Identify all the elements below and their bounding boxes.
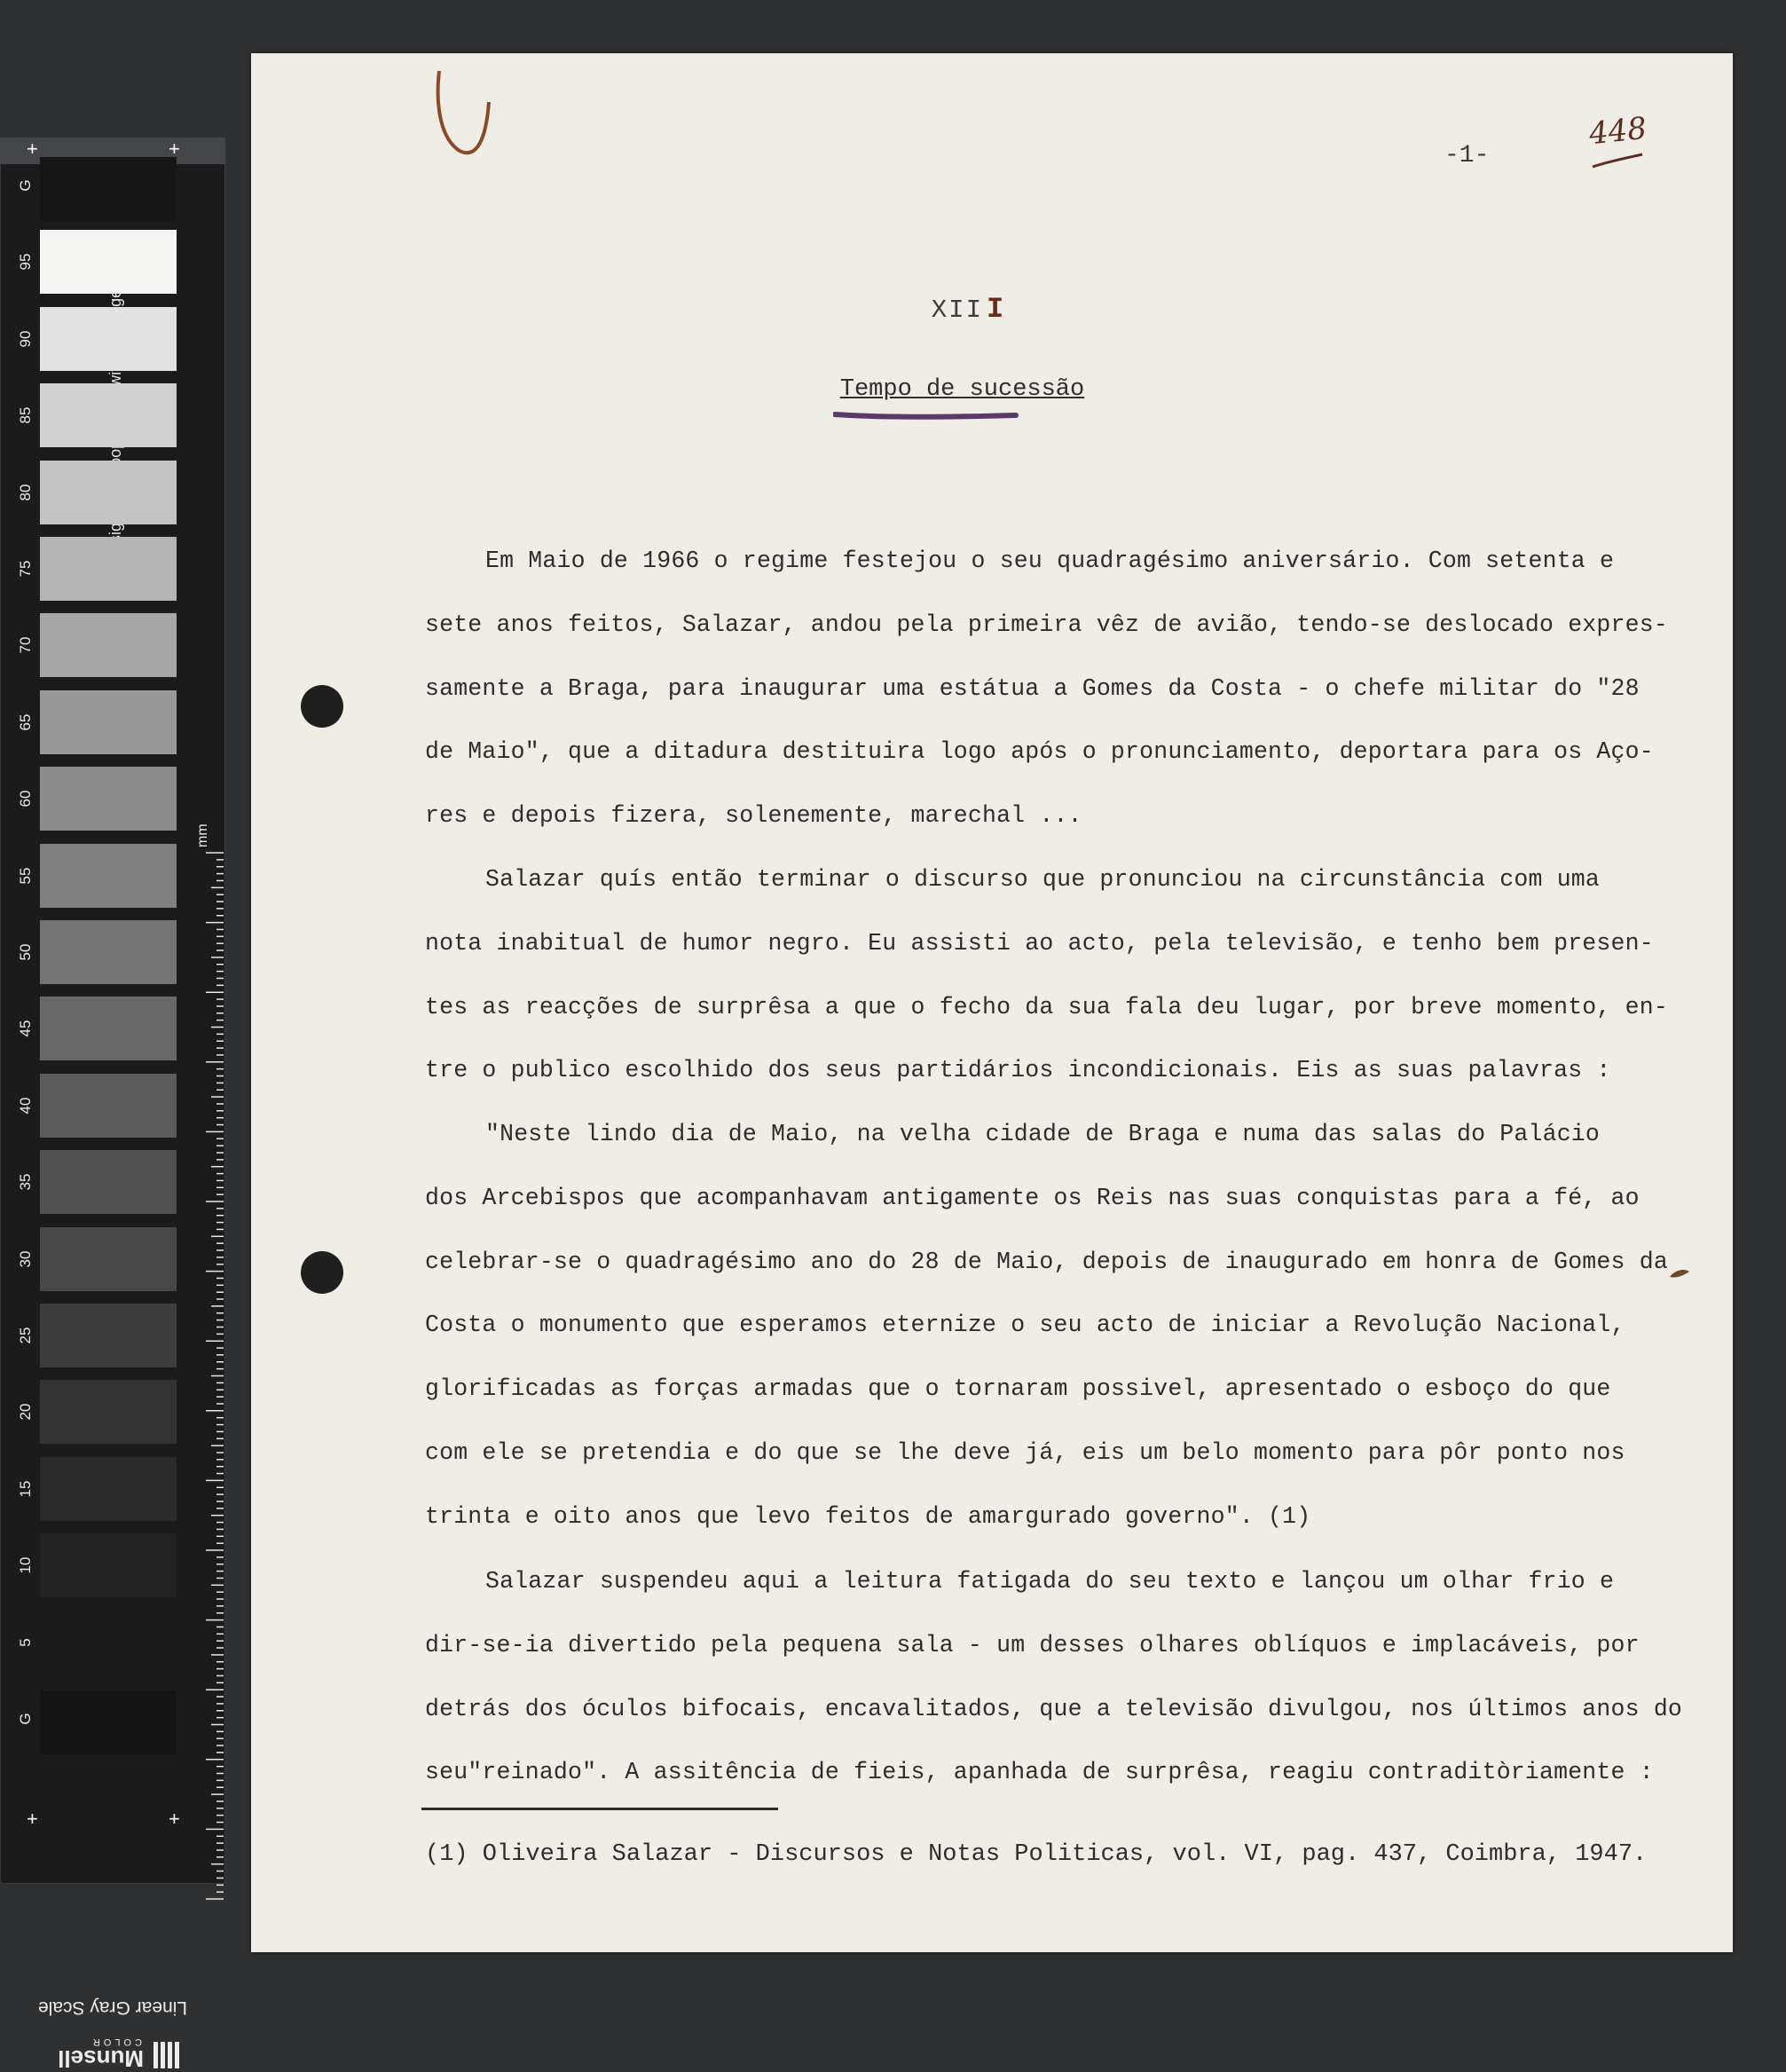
gray-patch-label: 50 [17, 943, 34, 961]
text-line: dir-se-ia divertido pela pequena sala - um desses olhares oblíquos e implacáveis, por [425, 1631, 1640, 1658]
gray-patch [40, 920, 177, 984]
paragraph [425, 530, 1685, 848]
gray-patch [40, 1074, 177, 1138]
page-number: -1- [1444, 142, 1490, 169]
text-line: trinta e oito anos que levo feitos de amargurado governo". (1) [425, 1502, 1311, 1530]
mm-ruler [204, 847, 224, 1903]
gray-patch [40, 383, 177, 447]
gray-patch [40, 1457, 177, 1521]
text-line: Salazar suspendeu aqui a leitura fatigada do seu texto e lançou um olhar frio e [485, 1568, 1615, 1595]
gray-patch-label: 10 [17, 1556, 34, 1574]
gray-patch-label: 55 [17, 867, 34, 885]
gray-patch-label: 5 [17, 1637, 34, 1647]
text-line: Em Maio de 1966 o regime festejou o seu quadragésimo aniversário. Com setenta e [485, 548, 1615, 574]
text-line: de Maio", que a ditadura destituira logo após o pronunciamento, deportara para os Aço- [425, 738, 1654, 766]
text-line: glorificadas as forças armadas que o tornaram possivel, apresentado o esboço do que [425, 1375, 1611, 1403]
gray-patch [40, 844, 177, 908]
gray-patch-label: 90 [17, 330, 34, 348]
gray-patch [40, 1304, 177, 1367]
gray-patch [40, 690, 177, 754]
chapter-typed: XII [931, 295, 983, 325]
text-line: Costa o monumento que esperamos eternize o seu acto de iniciar a Revolução Nacional, [425, 1312, 1625, 1339]
gray-patch-label: 60 [17, 790, 34, 808]
gray-patch [40, 1690, 177, 1754]
gray-patch [40, 461, 177, 524]
text-line: sete anos feitos, Salazar, andou pela primeira vêz de avião, tendo-se deslocado expres- [425, 611, 1668, 638]
gray-scale-card [0, 138, 225, 2072]
title-underline [833, 406, 1019, 421]
gray-patch-label: 20 [17, 1403, 34, 1421]
gray-patch [40, 1227, 177, 1291]
text-line: Salazar quís então terminar o discurso que pronunciou na circunstância com uma [485, 866, 1601, 893]
gray-patch-label: G [17, 179, 34, 192]
text-line: tes as reacções de surprêsa a que o fecho da sua fala deu lugar, por breve momento, en- [425, 993, 1668, 1020]
gray-patch-label: 95 [17, 253, 34, 271]
footnote-rule [421, 1808, 778, 1810]
brand-sub: COLOR [89, 2037, 142, 2047]
registration-mark-icon: + [169, 1808, 180, 1830]
ink-spot [1666, 1264, 1693, 1282]
text-line: com ele se pretendia e do que se lhe deve já, eis um belo momento para pôr ponto nos [425, 1438, 1625, 1466]
gray-patch-label: 15 [17, 1480, 34, 1498]
text-line: seu"reinado". A assitência de fieis, apanhada de surprêsa, reagiu contraditòriamente : [425, 1759, 1654, 1786]
gray-patch [40, 1533, 177, 1597]
text-line: tre o publico escolhido dos seus partidários incondicionais. Eis as suas palavras : [425, 1057, 1611, 1084]
gray-patch [40, 1380, 177, 1444]
gray-patch-label: 65 [17, 713, 34, 731]
gray-patch-label: 75 [17, 560, 34, 578]
registration-mark-icon: + [27, 138, 38, 160]
gray-patch [40, 767, 177, 831]
gray-patch-label: 85 [17, 406, 34, 424]
paragraph [425, 848, 1685, 1103]
gray-patch-label: 35 [17, 1173, 34, 1191]
gray-patch [40, 230, 177, 294]
punch-hole-bottom [301, 1251, 343, 1294]
text-line: dos Arcebispos que acompanhavam antigamente os Reis nas suas conquistas para a fé, ao [425, 1184, 1640, 1211]
gray-patch-label: 45 [17, 1020, 34, 1037]
gray-patch [40, 537, 177, 601]
munsell-mark-icon [153, 2042, 179, 2068]
gray-patch [40, 307, 177, 371]
gray-patch [40, 613, 177, 677]
gray-patch-label: 80 [17, 484, 34, 501]
text-line: nota inabitual de humor negro. Eu assisti ao acto, pela televisão, e tenho bem presen- [425, 929, 1654, 957]
folio-underline [1591, 153, 1644, 170]
chapter-heading [251, 293, 1684, 326]
brand-name: Munsell [58, 2045, 144, 2072]
unit-label: mm [195, 823, 210, 847]
punch-hole-top [301, 685, 343, 728]
footnote: (1) Oliveira Salazar - Discursos e Notas Politicas, vol. VI, pag. 437, Coimbra, 1947. [425, 1841, 1648, 1868]
paragraph [425, 1550, 1685, 1805]
gray-patch-label: 40 [17, 1097, 34, 1115]
chapter-handwritten: I [987, 293, 1004, 326]
munsell-logo [46, 2037, 179, 2072]
scale-name: Linear Gray Scale [37, 1997, 188, 2018]
typed-page [251, 53, 1733, 1952]
text-line: detrás dos óculos bifocais, encavalitados, que a televisão divulgou, nos últimos anos do [425, 1695, 1683, 1722]
registration-mark-icon: + [169, 138, 180, 160]
gray-patch-label: G [17, 1713, 34, 1725]
registration-mark-icon: + [27, 1808, 38, 1830]
text-line: celebrar-se o quadragésimo ano do 28 de Maio, depois de inaugurado em honra de Gomes da [425, 1248, 1668, 1275]
chapter-title: Tempo de sucessão [839, 376, 1085, 403]
text-line: res e depois fizera, solenemente, marechal ... [425, 802, 1082, 830]
paragraph [425, 1103, 1685, 1549]
gray-patch [40, 157, 177, 221]
text-line: samente a Braga, para inaugurar uma estátua a Gomes da Costa - o chefe militar do "28 [425, 674, 1640, 702]
gray-patch-label: 70 [17, 636, 34, 654]
handwritten-folio: 448 [1587, 110, 1648, 153]
gray-patch [40, 1611, 177, 1674]
gray-patch [40, 997, 177, 1060]
gray-patch-label: 30 [17, 1250, 34, 1268]
gray-patch [40, 1150, 177, 1214]
text-line: "Neste lindo dia de Maio, na velha cidade de Braga e numa das salas do Palácio [485, 1121, 1601, 1147]
gray-patch-label: 25 [17, 1327, 34, 1344]
paperclip-mark-icon [429, 67, 500, 164]
